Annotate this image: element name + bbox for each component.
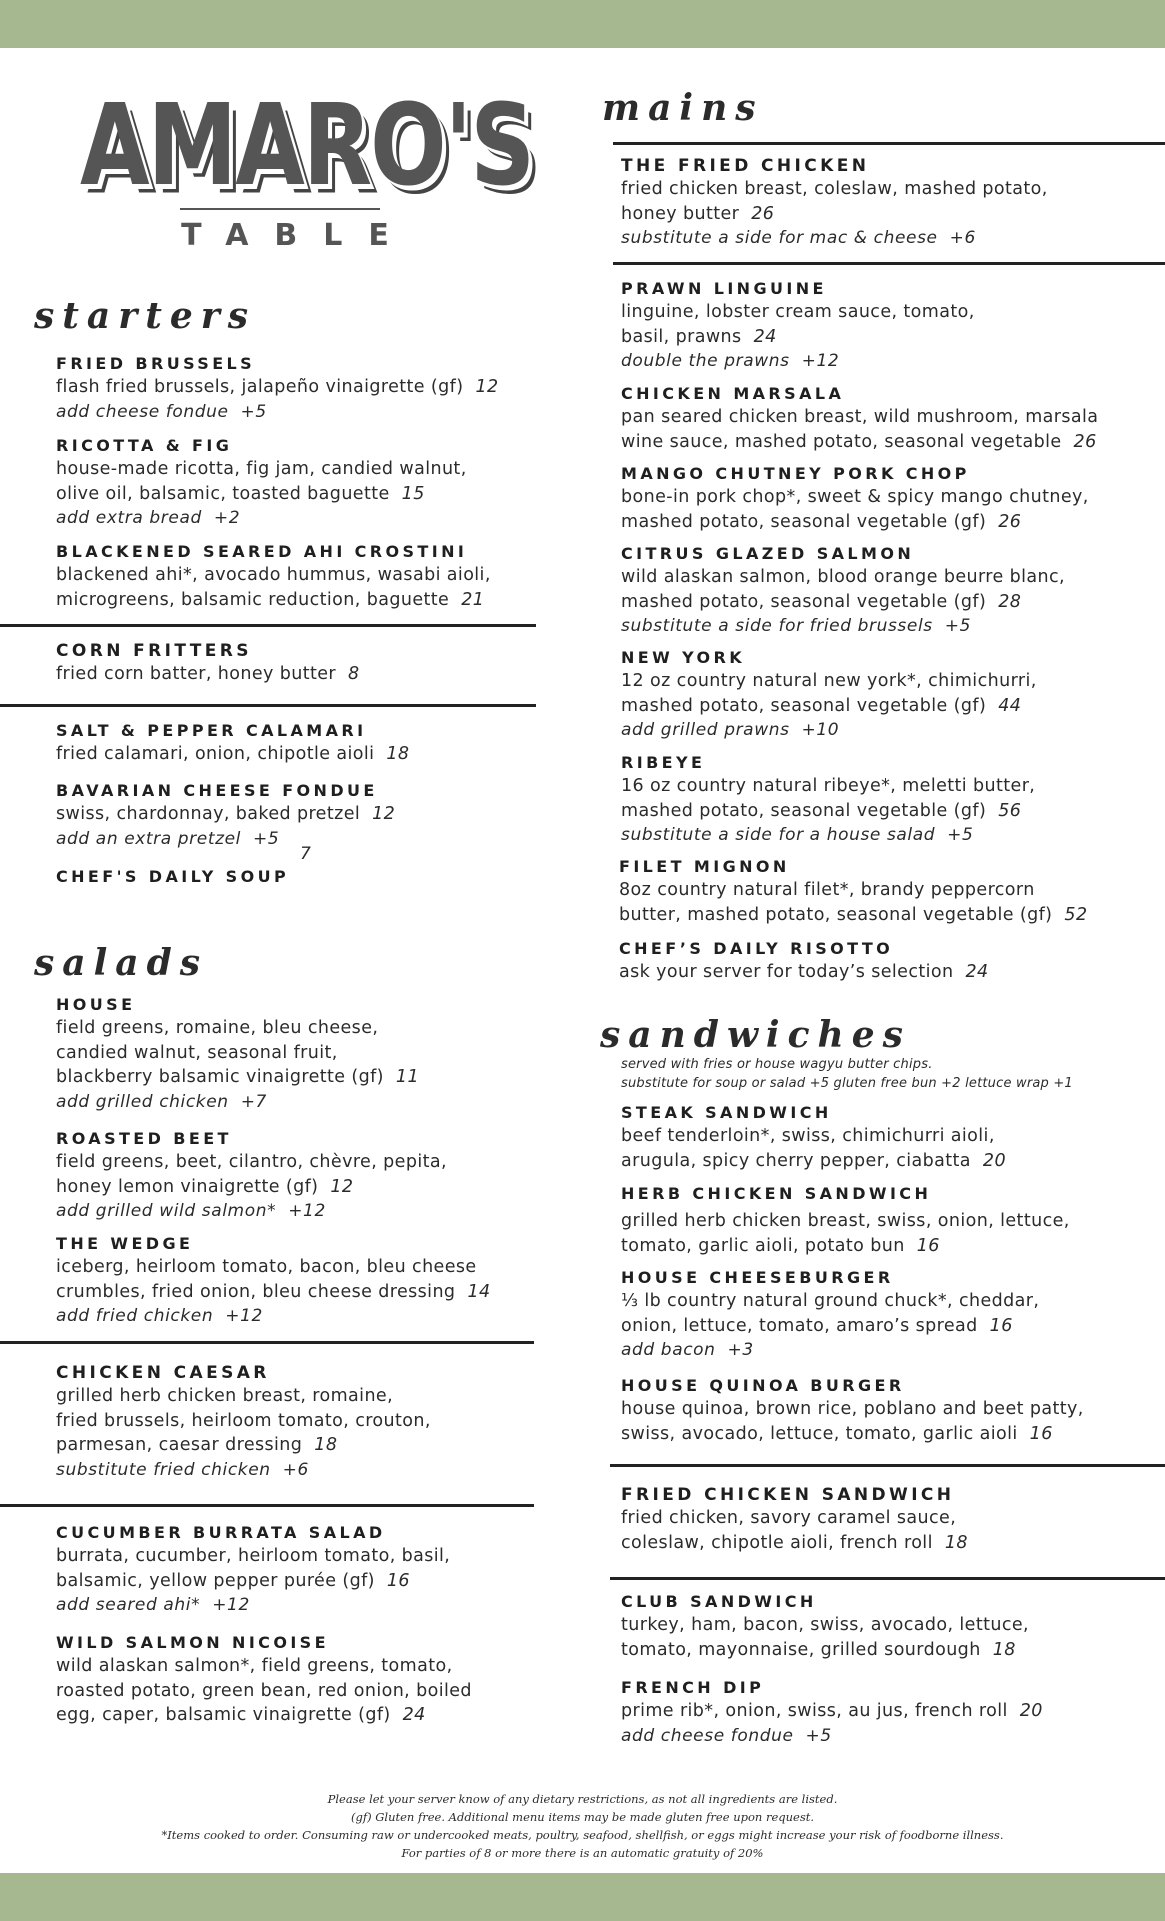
item-price: 12 [372, 804, 396, 824]
item-description: linguine, lobster cream sauce, tomato, basil, prawns 24 [621, 302, 975, 347]
menu-item [621, 1375, 1084, 1446]
menu-item [621, 278, 975, 373]
item-name: WILD SALMON NICOISE [56, 1633, 329, 1652]
menu-item [56, 994, 419, 1114]
logo [80, 80, 534, 260]
item-name: CLUB SANDWICH [621, 1592, 817, 1611]
item-description: field greens, romaine, bleu cheese, candied walnut, seasonal fruit, blackberry balsamic vinaigrette (gf) 11 [56, 1018, 419, 1087]
item-addon: substitute a side for fried brussels +5 [621, 616, 971, 636]
menu-item [56, 1233, 491, 1328]
menu-item [56, 640, 360, 687]
item-price: 18 [314, 1435, 338, 1455]
item-addon: double the prawns +12 [621, 351, 840, 371]
menu-item [56, 541, 491, 612]
item-description: ask your server for today’s selection 24 [619, 962, 989, 982]
menu-item [56, 1128, 447, 1223]
menu-item [621, 463, 1089, 534]
item-name: FRIED CHICKEN SANDWICH [621, 1485, 955, 1505]
item-name: ROASTED BEET [56, 1129, 232, 1148]
item-addon: add grilled prawns +10 [621, 720, 840, 740]
item-addon: add cheese fondue +5 [56, 401, 267, 422]
logo-wordmark: AMARO'S [80, 80, 534, 212]
item-name: STEAK SANDWICH [621, 1103, 832, 1122]
section-divider [613, 142, 1165, 145]
item-price: 24 [965, 962, 989, 982]
section-divider [613, 262, 1165, 265]
item-description: blackened ahi*, avocado hummus, wasabi aioli, microgreens, balsamic reduction, baguette 21 [56, 565, 491, 610]
menu-item [56, 353, 499, 424]
footer-line: (gf) Gluten free. Additional menu items may be made gluten free upon request. [350, 1810, 815, 1824]
item-description: ⅓ lb country natural ground chuck*, cheddar, onion, lettuce, tomato, amaro’s spread 16 [621, 1291, 1040, 1336]
item-addon: add an extra pretzel +5 [56, 828, 280, 849]
item-description: fried corn batter, honey butter 8 [56, 664, 360, 684]
item-description: fried chicken, savory caramel sauce, coleslaw, chipotle aioli, french roll 18 [621, 1508, 968, 1553]
sandwiches-note: served with fries or house wagyu butter chips. [621, 1057, 933, 1072]
menu-item [621, 1677, 1043, 1748]
item-price: 8 [348, 664, 360, 684]
item-price: 18 [944, 1532, 968, 1553]
item-price: 15 [401, 483, 425, 504]
item-description: house quinoa, brown rice, poblano and beet patty, swiss, avocado, lettuce, tomato, garlic aioli 16 [621, 1399, 1084, 1444]
item-name: THE WEDGE [56, 1234, 194, 1253]
item-name: NEW YORK [621, 648, 746, 667]
item-name: MANGO CHUTNEY PORK CHOP [621, 464, 970, 483]
item-price: 24 [753, 326, 777, 347]
section-divider [0, 704, 536, 707]
footer-line: *Items cooked to order. Consuming raw or undercooked meats, poultry, seafood, shellfish, or eggs might increase your risk of foodborne illness. [161, 1828, 1004, 1842]
item-name: CHICKEN CAESAR [56, 1363, 270, 1383]
item-price: 14 [467, 1281, 491, 1302]
item-name: HOUSE QUINOA BURGER [621, 1376, 905, 1395]
item-description: wild alaskan salmon*, field greens, tomato, roasted potato, green bean, red onion, boiled egg, caper, balsamic vinaigrette (gf) 24 [56, 1656, 472, 1725]
item-addon: add bacon +3 [621, 1340, 754, 1360]
item-price: 12 [475, 377, 499, 397]
menu-item [621, 1102, 1006, 1173]
menu-item [621, 1484, 968, 1555]
item-description: flash fried brussels, jalapeño vinaigrette (gf) 12 [56, 377, 499, 397]
top-color-band [0, 0, 1165, 48]
menu-item [56, 1522, 450, 1617]
item-name: HOUSE CHEESEBURGER [621, 1268, 894, 1287]
salads-heading: salads [34, 942, 209, 984]
item-addon: add extra bread +2 [56, 508, 241, 528]
menu-item [621, 543, 1065, 638]
item-description: 8oz country natural filet*, brandy peppercorn butter, mashed potato, seasonal vegetable (gf) 52 [619, 880, 1088, 925]
menu-item [621, 752, 1035, 847]
item-price: 16 [916, 1235, 940, 1256]
item-name: CITRUS GLAZED SALMON [621, 544, 915, 563]
item-description: house-made ricotta, fig jam, candied walnut, olive oil, balsamic, toasted baguette 15 [56, 459, 467, 504]
menu-item [619, 938, 989, 985]
item-name: RIBEYE [621, 753, 706, 772]
item-name: CHICKEN MARSALA [621, 384, 845, 403]
item-price: 24 [402, 1705, 426, 1725]
item-price: 16 [386, 1570, 410, 1591]
item-price: 56 [998, 800, 1022, 821]
item-addon: add seared ahi* +12 [56, 1595, 250, 1615]
menu-item [56, 1362, 431, 1482]
item-addon: substitute a side for a house salad +5 [621, 825, 974, 845]
item-addon: add grilled chicken +7 [56, 1091, 267, 1112]
item-name: FILET MIGNON [619, 857, 790, 876]
item-name: HOUSE [56, 995, 136, 1014]
menu-item [56, 780, 395, 851]
item-description: iceberg, heirloom tomato, bacon, bleu cheese crumbles, fried onion, bleu cheese dressing 14 [56, 1257, 491, 1302]
section-divider [0, 624, 536, 627]
section-divider [0, 1341, 534, 1344]
item-addon: add grilled wild salmon* +12 [56, 1201, 326, 1221]
item-addon: substitute a side for mac & cheese +6 [621, 228, 976, 248]
item-name: CHEF'S DAILY SOUP [56, 867, 290, 886]
menu-item [621, 1591, 1029, 1662]
item-name: FRENCH DIP [621, 1678, 765, 1697]
section-divider [610, 1464, 1165, 1467]
section-divider [0, 1504, 534, 1507]
item-price: 26 [1073, 431, 1097, 452]
menu-item [56, 1632, 472, 1728]
logo-divider [180, 208, 380, 210]
item-description: fried calamari, onion, chipotle aioli 18 [56, 744, 410, 764]
item-name: FRIED BRUSSELS [56, 354, 256, 373]
item-name: BLACKENED SEARED AHI CROSTINI [56, 542, 468, 561]
item-description: bone-in pork chop*, sweet & spicy mango chutney, mashed potato, seasonal vegetable (gf) 26 [621, 487, 1089, 532]
logo-subtitle: TABLE [181, 218, 415, 253]
item-description: turkey, ham, bacon, swiss, avocado, lettuce, tomato, mayonnaise, grilled sourdough 18 [621, 1615, 1029, 1660]
section-divider [610, 1577, 1165, 1580]
footer-line: Please let your server know of any dietary restrictions, as not all ingredients are listed. [327, 1792, 838, 1806]
item-description: wild alaskan salmon, blood orange beurre blanc, mashed potato, seasonal vegetable (gf) 28 [621, 567, 1065, 612]
item-name: SALT & PEPPER CALAMARI [56, 721, 367, 740]
item-price: 18 [386, 744, 410, 764]
item-description: fried chicken breast, coleslaw, mashed potato, honey butter 26 [621, 179, 1048, 224]
item-name: BAVARIAN CHEESE FONDUE [56, 781, 378, 800]
menu-item [621, 155, 1048, 250]
item-price: 18 [992, 1639, 1016, 1660]
item-description: prime rib*, onion, swiss, au jus, french roll 20 [621, 1701, 1043, 1721]
menu-item [56, 435, 467, 530]
menu-item [621, 1183, 1070, 1258]
item-price: 21 [461, 589, 485, 610]
item-price: 28 [998, 591, 1022, 612]
menu-item [621, 1267, 1039, 1362]
footer-disclaimer [0, 1790, 1165, 1862]
item-price: 52 [1064, 904, 1088, 925]
item-description: 12 oz country natural new york*, chimichurri, mashed potato, seasonal vegetable (gf) 44 [621, 671, 1037, 716]
item-name: CUCUMBER BURRATA SALAD [56, 1523, 386, 1542]
item-name: CORN FRITTERS [56, 641, 252, 661]
item-description: swiss, chardonnay, baked pretzel 12 [56, 804, 396, 824]
item-price: 44 [998, 695, 1022, 716]
menu-item [621, 383, 1098, 454]
item-description: beef tenderloin*, swiss, chimichurri aioli, arugula, spicy cherry pepper, ciabatta 20 [621, 1126, 1006, 1171]
item-name: CHEF’S DAILY RISOTTO [619, 939, 894, 958]
item-addon: add cheese fondue +5 [621, 1725, 832, 1746]
item-price: 11 [395, 1067, 419, 1087]
item-name: PRAWN LINGUINE [621, 279, 827, 298]
item-name: THE FRIED CHICKEN [621, 156, 870, 176]
item-price: 16 [989, 1315, 1013, 1336]
item-price: 7 [300, 844, 311, 864]
item-description: grilled herb chicken breast, swiss, onion, lettuce, tomato, garlic aioli, potato bun 16 [621, 1211, 1070, 1256]
item-price: 20 [982, 1150, 1006, 1171]
menu-item [56, 720, 409, 767]
item-description: pan seared chicken breast, wild mushroom, marsala wine sauce, mashed potato, seasonal vegetable 26 [621, 407, 1099, 452]
item-price: 12 [330, 1176, 354, 1197]
menu-item [56, 866, 289, 888]
item-description: grilled herb chicken breast, romaine, fried brussels, heirloom tomato, crouton, parmesan, caesar dressing 18 [56, 1386, 431, 1455]
mains-heading: mains [602, 87, 764, 129]
item-price: 20 [1019, 1701, 1043, 1721]
item-addon: add fried chicken +12 [56, 1306, 263, 1326]
bottom-color-band [0, 1873, 1165, 1921]
menu-item [619, 856, 1087, 927]
item-price: 26 [998, 511, 1022, 532]
item-addon: substitute fried chicken +6 [56, 1459, 309, 1480]
sandwiches-substitutions: substitute for soup or salad +5 gluten free bun +2 lettuce wrap +1 [621, 1076, 1073, 1091]
item-description: 16 oz country natural ribeye*, meletti butter, mashed potato, seasonal vegetable (gf) 56 [621, 776, 1036, 821]
item-description: burrata, cucumber, heirloom tomato, basil, balsamic, yellow pepper purée (gf) 16 [56, 1546, 451, 1591]
item-name: HERB CHICKEN SANDWICH [621, 1184, 932, 1203]
menu-item [621, 647, 1037, 742]
item-name: RICOTTA & FIG [56, 436, 233, 455]
item-description: field greens, beet, cilantro, chèvre, pepita, honey lemon vinaigrette (gf) 12 [56, 1152, 447, 1197]
item-price: 16 [1029, 1423, 1053, 1444]
item-price: 26 [751, 203, 775, 224]
starters-heading: starters [34, 295, 256, 337]
sandwiches-heading: sandwiches [600, 1014, 911, 1056]
footer-line: For parties of 8 or more there is an automatic gratuity of 20% [401, 1846, 764, 1860]
